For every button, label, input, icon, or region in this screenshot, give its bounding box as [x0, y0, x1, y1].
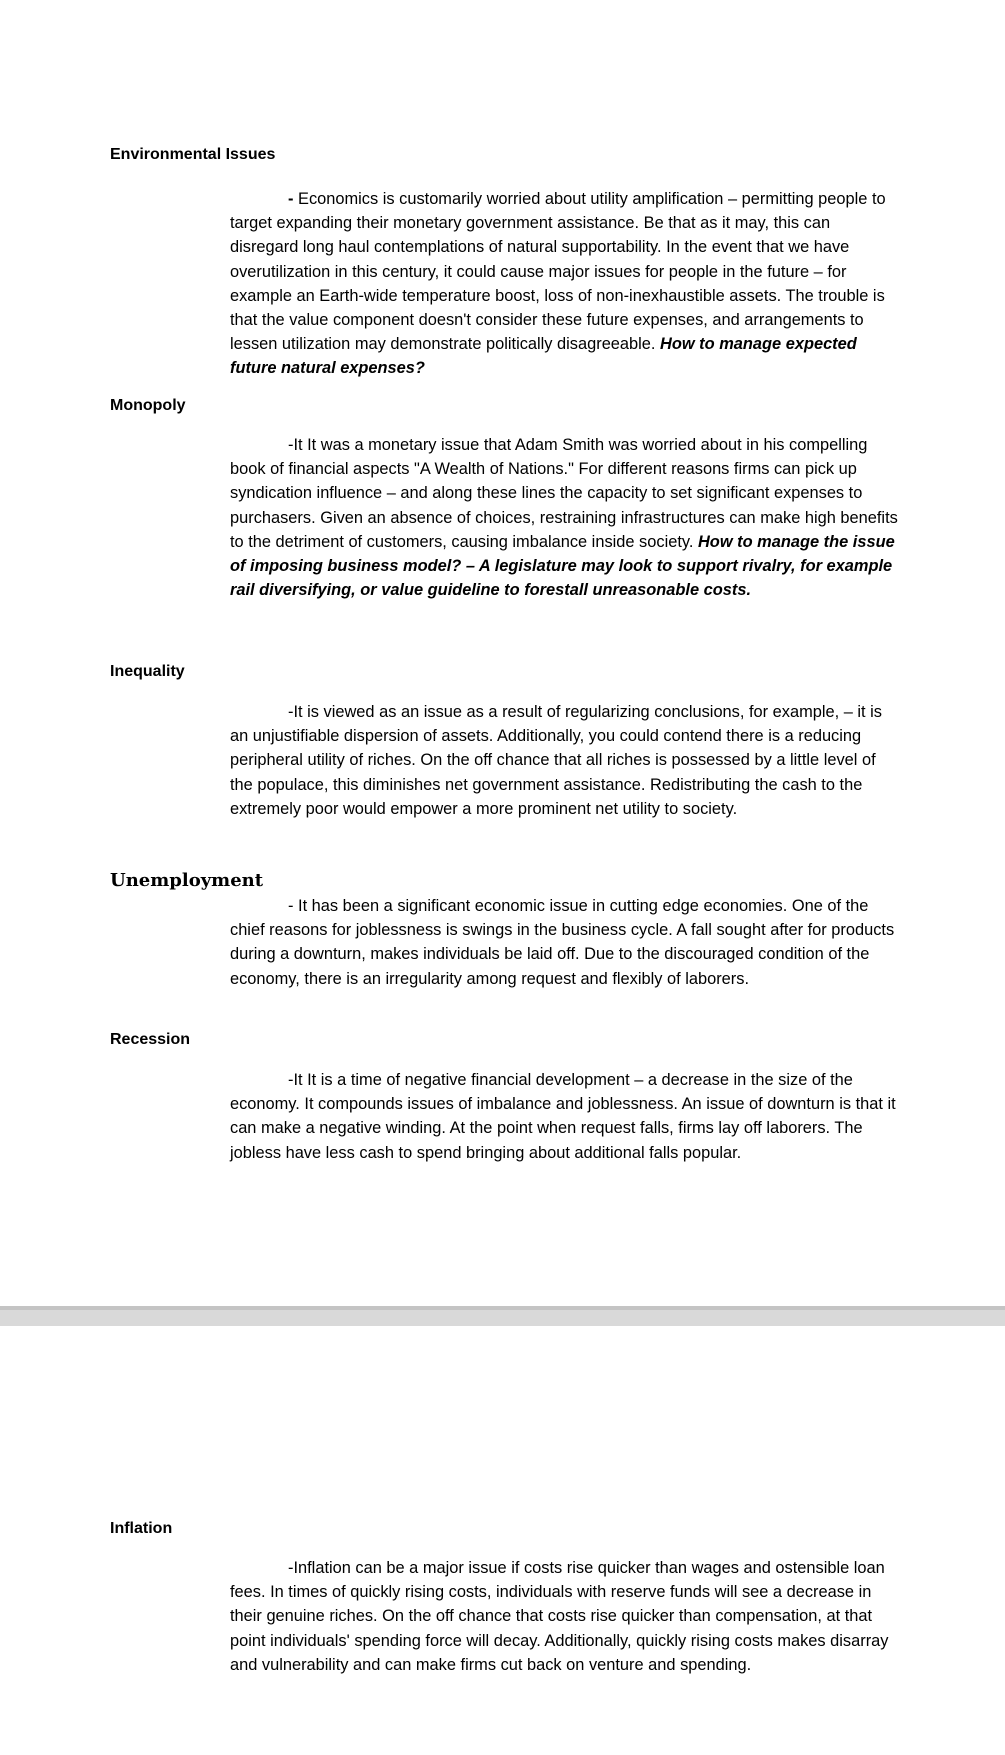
- paragraph-inflation-body: -Inflation can be a major issue if costs rise quicker than wages and ostensible loan fees. In times of quickly rising costs, individuals with reserve funds will see a decrease in their genuine riches. On the off chance that costs rise quicker than compensation, at that point individuals' spending force will decay. Additionally, quickly rising costs makes disarray and vulnerability and can make firms cut back on venture and spending.: [230, 1559, 889, 1674]
- paragraph-monopoly: [230, 433, 900, 602]
- paragraph-environmental-question: How to manage expected future natural expenses?: [230, 335, 857, 378]
- heading-environmental-issues: Environmental Issues: [110, 146, 276, 163]
- document-page-2: [0, 1326, 1005, 1755]
- paragraph-inequality-body: -It is viewed as an issue as a result of regularizing conclusions, for example, – it is an unjustifiable dispersion of assets. Additionally, you could contend there is a reducing peripheral utility of riches. On the off chance that all riches is possessed by a little level of the populace, this diminishes net government assistance. Redistributing the cash to the extremely poor would empower a more prominent net utility to society.: [230, 703, 882, 818]
- heading-inequality: Inequality: [110, 663, 185, 680]
- paragraph-inequality: [230, 700, 900, 821]
- paragraph-recession: [230, 1068, 900, 1165]
- paragraph-environmental-body: Economics is customarily worried about utility amplification – permitting people to target expanding their monetary government assistance. Be that as it may, this can disregard long haul contemplations of natural supportability. In the event that we have overutilization in this century, it could cause major issues for people in the future – for example an Earth-wide temperature boost, loss of non-inexhaustible assets. The trouble is that the value component doesn't consider these future expenses, and arrangements to lessen utilization may demonstrate politically disagreeable.: [230, 190, 886, 354]
- paragraph-environmental-lead: -: [288, 190, 294, 208]
- heading-unemployment: Unemployment: [110, 870, 264, 891]
- paragraph-monopoly-body: -It It was a monetary issue that Adam Smith was worried about in his compelling book of financial aspects "A Wealth of Nations." For different reasons firms can pick up syndication influence – and along these lines the capacity to set significant expenses to purchasers. Given an absence of choices, restraining infrastructures can make high benefits to the detriment of customers, causing imbalance inside society.: [230, 436, 898, 551]
- paragraph-environmental-issues: [230, 187, 900, 381]
- paragraph-unemployment-body: - It has been a significant economic issue in cutting edge economies. One of the chief reasons for joblessness is swings in the business cycle. A fall sought after for products during a downturn, makes individuals be laid off. Due to the discouraged condition of the economy, there is an irregularity among request and flexibly of laborers.: [230, 897, 895, 988]
- paragraph-monopoly-question: How to manage the issue of imposing business model? – A legislature may look to support rivalry, for example rail diversifying, or value guideline to forestall unreasonable costs.: [230, 532, 895, 600]
- paragraph-unemployment: [230, 894, 900, 991]
- page-separator: [0, 1306, 1005, 1326]
- heading-recession: Recession: [110, 1031, 191, 1048]
- heading-monopoly: Monopoly: [110, 397, 186, 414]
- paragraph-recession-body: -It It is a time of negative financial development – a decrease in the size of the economy. It compounds issues of imbalance and joblessness. An issue of downturn is that it can make a negative winding. At the point when request falls, firms lay off laborers. The jobless have less cash to spend bringing about additional falls popular.: [230, 1071, 896, 1162]
- paragraph-inflation: [230, 1556, 900, 1677]
- heading-inflation: Inflation: [110, 1520, 173, 1537]
